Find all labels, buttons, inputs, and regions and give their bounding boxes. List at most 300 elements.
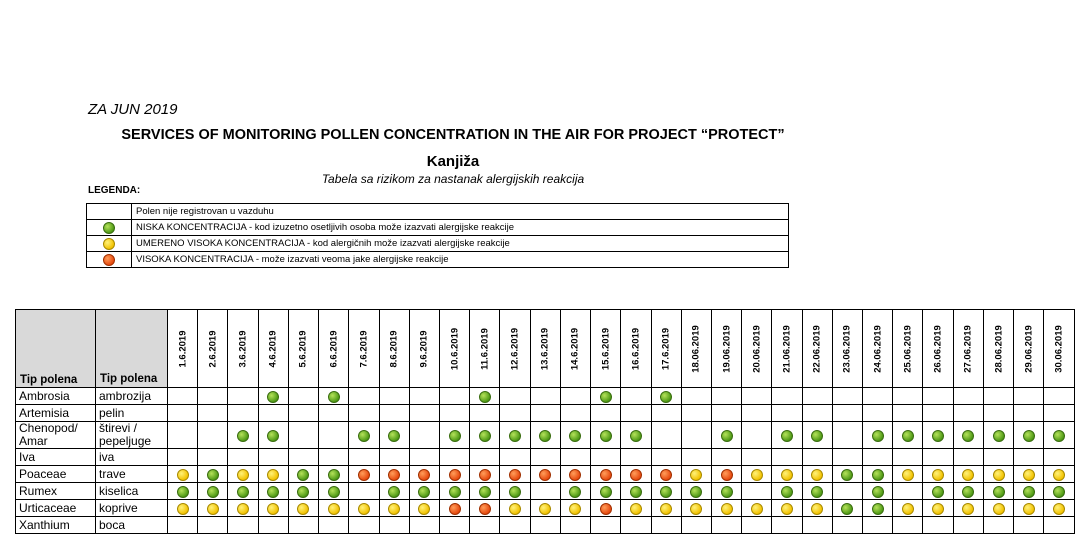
pollen-level-cell (772, 517, 802, 534)
pollen-level-cell (711, 388, 741, 405)
pollen-level-cell (983, 500, 1013, 517)
pollen-level-cell (802, 517, 832, 534)
yellow-dot-icon (1053, 503, 1065, 515)
yellow-dot-icon (932, 503, 944, 515)
pollen-level-cell (863, 388, 893, 405)
pollen-level-cell (1044, 388, 1075, 405)
green-dot-icon (872, 430, 884, 442)
pollen-level-cell (228, 483, 258, 500)
pollen-level-cell (439, 466, 469, 483)
pollen-level-cell (530, 449, 560, 466)
pollen-level-cell (772, 466, 802, 483)
yellow-dot-icon (328, 503, 340, 515)
green-dot-icon (103, 222, 115, 234)
pollen-level-cell (228, 517, 258, 534)
green-dot-icon (479, 486, 491, 498)
pollen-level-cell (893, 517, 923, 534)
date-header (319, 310, 349, 388)
pollen-level-cell (500, 466, 530, 483)
pollen-level-cell (832, 449, 862, 466)
pollen-level-cell (983, 483, 1013, 500)
date-header (470, 310, 500, 388)
pollen-level-cell (560, 517, 590, 534)
pollen-level-cell (711, 500, 741, 517)
green-dot-icon (177, 486, 189, 498)
pollen-level-cell (953, 483, 983, 500)
pollen-level-cell (530, 517, 560, 534)
pollen-level-cell (379, 466, 409, 483)
pollen-level-cell (379, 422, 409, 449)
pollen-level-cell (288, 483, 318, 500)
green-dot-icon (569, 486, 581, 498)
yellow-dot-icon (660, 503, 672, 515)
legend-row-moderate (87, 236, 789, 252)
yellow-dot-icon (388, 503, 400, 515)
green-dot-icon (993, 430, 1005, 442)
pollen-level-cell (923, 500, 953, 517)
orange-dot-icon (630, 469, 642, 481)
yellow-dot-icon (237, 469, 249, 481)
green-dot-icon (630, 486, 642, 498)
yellow-dot-icon (103, 238, 115, 250)
legend-heading: LEGENDA: (88, 185, 141, 196)
pollen-level-cell (863, 422, 893, 449)
green-dot-icon (660, 391, 672, 403)
pollen-level-cell (1014, 422, 1044, 449)
pollen-type-cell: Xanthium (16, 517, 96, 534)
date-label: 26.06.2019 (932, 324, 944, 373)
pollen-level-cell (228, 388, 258, 405)
pollen-level-cell (863, 483, 893, 500)
yellow-dot-icon (358, 503, 370, 515)
pollen-level-cell (681, 388, 711, 405)
pollen-level-cell (983, 466, 1013, 483)
pollen-level-cell (591, 517, 621, 534)
pollen-level-cell (198, 422, 228, 449)
pollen-level-cell (591, 483, 621, 500)
pollen-type-cell: Urticaceae (16, 500, 96, 517)
pollen-level-cell (1044, 517, 1075, 534)
green-dot-icon (993, 486, 1005, 498)
header-pollen-type: Tip polena (16, 310, 96, 388)
pollen-level-cell (258, 422, 288, 449)
green-dot-icon (962, 430, 974, 442)
pollen-level-cell (1044, 483, 1075, 500)
pollen-level-cell (288, 466, 318, 483)
legend-label: UMERENO VISOKA KONCENTRACIJA - kod alergičnih može izazvati alergijske reakcije (132, 236, 789, 252)
pollen-type-cell: Chenopod/ Amar (16, 422, 96, 449)
yellow-dot-icon (993, 469, 1005, 481)
pollen-level-cell (681, 466, 711, 483)
pollen-level-cell (863, 405, 893, 422)
pollen-level-cell (228, 405, 258, 422)
pollen-level-cell (530, 500, 560, 517)
date-label: 3.6.2019 (237, 330, 249, 367)
green-dot-icon (449, 486, 461, 498)
yellow-dot-icon (811, 469, 823, 481)
pollen-type-cell: Poaceae (16, 466, 96, 483)
green-dot-icon (811, 486, 823, 498)
pollen-common-name-cell: trave (96, 466, 168, 483)
green-dot-icon (237, 486, 249, 498)
date-header (681, 310, 711, 388)
pollen-level-cell (1014, 449, 1044, 466)
pollen-level-cell (379, 500, 409, 517)
pollen-common-name-cell: pelin (96, 405, 168, 422)
pollen-level-cell (560, 405, 590, 422)
yellow-dot-icon (721, 503, 733, 515)
date-label: 13.6.2019 (539, 327, 551, 370)
yellow-dot-icon (267, 503, 279, 515)
pollen-level-cell (500, 388, 530, 405)
date-header (893, 310, 923, 388)
date-label: 11.6.2019 (479, 327, 491, 370)
pollen-level-cell (1014, 500, 1044, 517)
orange-dot-icon (509, 469, 521, 481)
green-dot-icon (388, 486, 400, 498)
green-dot-icon (902, 430, 914, 442)
date-header (621, 310, 651, 388)
date-header (198, 310, 228, 388)
pollen-level-cell (228, 500, 258, 517)
pollen-type-cell: Ambrosia (16, 388, 96, 405)
pollen-level-cell (651, 388, 681, 405)
pollen-level-cell (319, 388, 349, 405)
pollen-level-cell (439, 422, 469, 449)
date-header (500, 310, 530, 388)
yellow-dot-icon (993, 503, 1005, 515)
green-dot-icon (388, 430, 400, 442)
pollen-level-cell (168, 483, 198, 500)
pollen-level-cell (711, 422, 741, 449)
pollen-level-cell (832, 422, 862, 449)
date-label: 5.6.2019 (297, 330, 309, 367)
green-dot-icon (872, 469, 884, 481)
date-label: 29.06.2019 (1023, 324, 1035, 373)
pollen-level-cell (591, 466, 621, 483)
green-dot-icon (962, 486, 974, 498)
date-header (228, 310, 258, 388)
pollen-level-cell (500, 500, 530, 517)
pollen-common-name-cell: štirevi / pepeljuge (96, 422, 168, 449)
yellow-dot-icon (902, 469, 914, 481)
green-dot-icon (872, 486, 884, 498)
yellow-dot-icon (509, 503, 521, 515)
pollen-level-cell (832, 500, 862, 517)
pollen-level-cell (168, 517, 198, 534)
pollen-level-cell (168, 388, 198, 405)
orange-dot-icon (388, 469, 400, 481)
pollen-level-cell (983, 422, 1013, 449)
pollen-level-cell (681, 405, 711, 422)
pollen-level-cell (802, 388, 832, 405)
pollen-level-cell (772, 422, 802, 449)
yellow-dot-icon (297, 503, 309, 515)
date-label: 2.6.2019 (207, 330, 219, 367)
pollen-level-cell (258, 405, 288, 422)
pollen-level-cell (742, 405, 772, 422)
date-label: 12.6.2019 (509, 327, 521, 370)
pollen-level-cell (349, 405, 379, 422)
pollen-level-cell (893, 422, 923, 449)
pollen-level-cell (319, 517, 349, 534)
date-header (863, 310, 893, 388)
pollen-level-cell (742, 483, 772, 500)
pollen-level-cell (591, 449, 621, 466)
pollen-level-cell (439, 483, 469, 500)
green-dot-icon (509, 486, 521, 498)
orange-dot-icon (600, 503, 612, 515)
green-dot-icon (600, 430, 612, 442)
green-dot-icon (1023, 430, 1035, 442)
yellow-dot-icon (418, 503, 430, 515)
pollen-level-cell (953, 422, 983, 449)
pollen-level-cell (621, 517, 651, 534)
pollen-level-cell (500, 422, 530, 449)
pollen-level-cell (439, 517, 469, 534)
table-row (16, 388, 1075, 405)
pollen-level-cell (319, 405, 349, 422)
pollen-level-cell (409, 449, 439, 466)
pollen-level-cell (530, 388, 560, 405)
pollen-level-cell (832, 483, 862, 500)
pollen-level-cell (1044, 500, 1075, 517)
pollen-level-cell (863, 500, 893, 517)
pollen-level-cell (591, 500, 621, 517)
pollen-level-cell (802, 483, 832, 500)
date-label: 21.06.2019 (781, 324, 793, 373)
date-header (288, 310, 318, 388)
legend-row-none (87, 204, 789, 220)
pollen-level-cell (651, 405, 681, 422)
pollen-level-cell (953, 500, 983, 517)
pollen-level-cell (772, 449, 802, 466)
date-header (772, 310, 802, 388)
pollen-level-cell (621, 483, 651, 500)
pollen-level-cell (681, 483, 711, 500)
pollen-level-cell (560, 388, 590, 405)
green-dot-icon (660, 486, 672, 498)
orange-dot-icon (103, 254, 115, 266)
green-dot-icon (600, 486, 612, 498)
pollen-level-cell (1014, 405, 1044, 422)
pollen-level-cell (470, 388, 500, 405)
yellow-dot-icon (177, 469, 189, 481)
pollen-level-cell (953, 405, 983, 422)
date-label: 8.6.2019 (388, 330, 400, 367)
pollen-level-cell (893, 405, 923, 422)
yellow-dot-icon (207, 503, 219, 515)
yellow-dot-icon (690, 503, 702, 515)
green-dot-icon (297, 486, 309, 498)
pollen-level-cell (742, 422, 772, 449)
pollen-level-cell (319, 449, 349, 466)
pollen-type-cell: Artemisia (16, 405, 96, 422)
pollen-level-cell (772, 500, 802, 517)
green-dot-icon (328, 469, 340, 481)
pollen-level-cell (711, 449, 741, 466)
pollen-level-cell (349, 449, 379, 466)
pollen-level-cell (349, 388, 379, 405)
pollen-level-cell (409, 405, 439, 422)
pollen-level-cell (198, 405, 228, 422)
orange-dot-icon (600, 469, 612, 481)
pollen-level-cell (591, 422, 621, 449)
pollen-level-cell (288, 517, 318, 534)
green-dot-icon (509, 430, 521, 442)
green-dot-icon (932, 486, 944, 498)
pollen-level-cell (198, 466, 228, 483)
date-label: 19.06.2019 (721, 324, 733, 373)
green-dot-icon (721, 486, 733, 498)
pollen-level-cell (802, 466, 832, 483)
date-header (591, 310, 621, 388)
yellow-dot-icon (177, 503, 189, 515)
pollen-level-cell (863, 466, 893, 483)
pollen-level-cell (651, 500, 681, 517)
date-label: 25.06.2019 (902, 324, 914, 373)
pollen-level-cell (379, 388, 409, 405)
pollen-level-cell (168, 466, 198, 483)
yellow-dot-icon (690, 469, 702, 481)
pollen-level-cell (893, 500, 923, 517)
pollen-level-cell (742, 388, 772, 405)
date-header (832, 310, 862, 388)
pollen-level-cell (681, 517, 711, 534)
pollen-level-cell (1044, 422, 1075, 449)
green-dot-icon (449, 430, 461, 442)
pollen-level-cell (409, 466, 439, 483)
pollen-level-cell (198, 500, 228, 517)
green-dot-icon (1023, 486, 1035, 498)
pollen-level-cell (439, 449, 469, 466)
table-header-row (16, 310, 1075, 388)
pollen-level-cell (439, 388, 469, 405)
pollen-level-cell (168, 500, 198, 517)
orange-dot-icon (449, 469, 461, 481)
date-label: 23.06.2019 (841, 324, 853, 373)
pollen-level-cell (651, 517, 681, 534)
date-label: 20.06.2019 (751, 324, 763, 373)
pollen-level-cell (893, 466, 923, 483)
yellow-dot-icon (902, 503, 914, 515)
green-dot-icon (328, 486, 340, 498)
yellow-dot-icon (237, 503, 249, 515)
pollen-level-cell (379, 517, 409, 534)
pollen-level-cell (953, 388, 983, 405)
table-row (16, 405, 1075, 422)
date-header (379, 310, 409, 388)
date-label: 27.06.2019 (962, 324, 974, 373)
yellow-dot-icon (932, 469, 944, 481)
pollen-level-cell (772, 388, 802, 405)
pollen-level-cell (288, 405, 318, 422)
date-label: 9.6.2019 (418, 330, 430, 367)
pollen-level-cell (832, 388, 862, 405)
pollen-common-name-cell: iva (96, 449, 168, 466)
pollen-common-name-cell: kiselica (96, 483, 168, 500)
pollen-level-cell (1014, 466, 1044, 483)
pollen-level-cell (1014, 388, 1044, 405)
pollen-level-cell (258, 388, 288, 405)
green-dot-icon (207, 469, 219, 481)
date-label: 28.06.2019 (993, 324, 1005, 373)
pollen-level-cell (560, 422, 590, 449)
pollen-level-cell (258, 466, 288, 483)
pollen-level-cell (923, 483, 953, 500)
pollen-type-cell: Rumex (16, 483, 96, 500)
green-dot-icon (721, 430, 733, 442)
legend-label: NISKA KONCENTRACIJA - kod izuzetno osetljivih osoba može izazvati alergijske reakcije (132, 220, 789, 236)
yellow-dot-icon (539, 503, 551, 515)
pollen-level-cell (500, 517, 530, 534)
yellow-dot-icon (569, 503, 581, 515)
pollen-level-cell (560, 500, 590, 517)
orange-dot-icon (569, 469, 581, 481)
pollen-level-cell (711, 405, 741, 422)
date-header (802, 310, 832, 388)
pollen-level-cell (923, 388, 953, 405)
green-dot-icon (630, 430, 642, 442)
document-date-line: ZA JUN 2019 (88, 101, 178, 118)
green-dot-icon (297, 469, 309, 481)
document-title: SERVICES OF MONITORING POLLEN CONCENTRATION IN THE AIR FOR PROJECT “PROTECT” (121, 127, 785, 143)
yellow-dot-icon (751, 503, 763, 515)
date-label: 18.06.2019 (690, 324, 702, 373)
green-dot-icon (781, 430, 793, 442)
pollen-level-cell (591, 388, 621, 405)
green-dot-icon (1053, 430, 1065, 442)
pollen-level-cell (409, 483, 439, 500)
green-dot-icon (418, 486, 430, 498)
pollen-level-cell (560, 483, 590, 500)
green-dot-icon (237, 430, 249, 442)
date-label: 7.6.2019 (358, 330, 370, 367)
green-dot-icon (267, 391, 279, 403)
pollen-level-cell (711, 483, 741, 500)
table-row (16, 422, 1075, 449)
green-dot-icon (539, 430, 551, 442)
orange-dot-icon (449, 503, 461, 515)
date-label: 16.6.2019 (630, 327, 642, 370)
pollen-level-cell (983, 517, 1013, 534)
pollen-level-cell (470, 466, 500, 483)
green-dot-icon (600, 391, 612, 403)
pollen-level-cell (198, 517, 228, 534)
pollen-level-cell (560, 449, 590, 466)
pollen-level-cell (893, 449, 923, 466)
pollen-level-cell (530, 483, 560, 500)
pollen-level-cell (198, 449, 228, 466)
date-label: 24.06.2019 (872, 324, 884, 373)
pollen-level-cell (923, 449, 953, 466)
pollen-level-cell (832, 517, 862, 534)
pollen-level-cell (772, 483, 802, 500)
pollen-level-cell (983, 449, 1013, 466)
pollen-level-cell (288, 500, 318, 517)
pollen-level-cell (409, 388, 439, 405)
pollen-level-cell (621, 405, 651, 422)
yellow-dot-icon (1023, 503, 1035, 515)
pollen-level-cell (258, 500, 288, 517)
pollen-level-cell (893, 483, 923, 500)
date-header (711, 310, 741, 388)
pollen-level-cell (319, 422, 349, 449)
pollen-level-cell (681, 500, 711, 517)
green-dot-icon (479, 391, 491, 403)
date-label: 17.6.2019 (660, 327, 672, 370)
green-dot-icon (267, 430, 279, 442)
